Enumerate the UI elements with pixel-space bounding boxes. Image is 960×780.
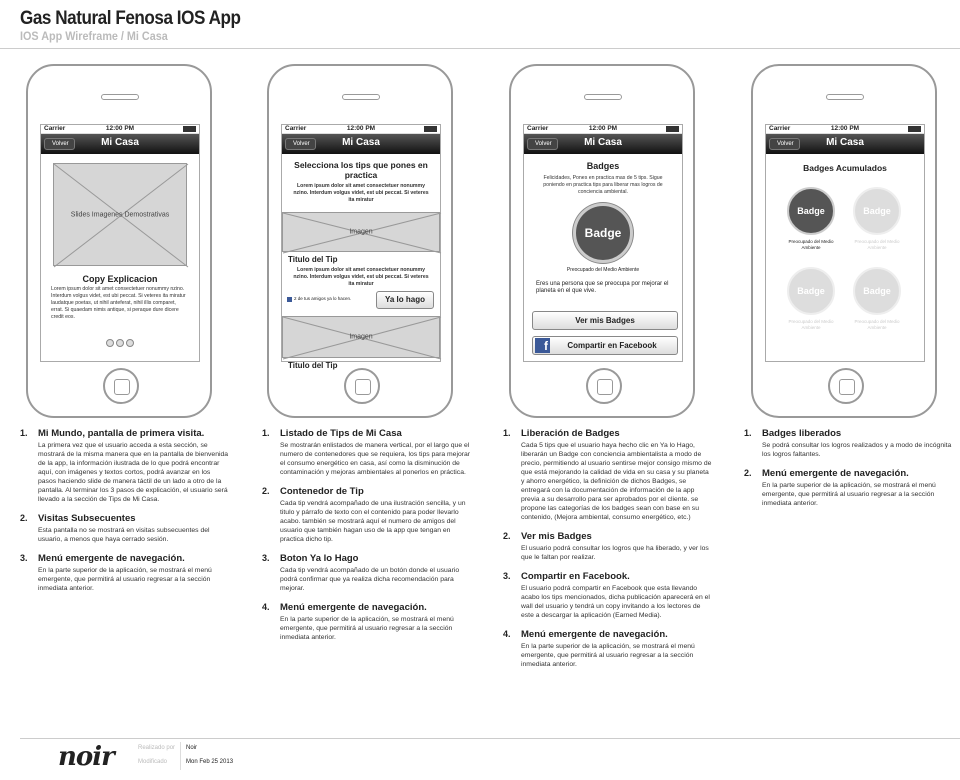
phone-mockup-1 bbox=[26, 64, 212, 418]
carrier: Carrier bbox=[527, 125, 549, 132]
screen-1 bbox=[40, 124, 200, 362]
carrier: Carrier bbox=[285, 125, 307, 132]
note-heading: Menú emergente de navegación. bbox=[762, 468, 909, 479]
note-number: 4. bbox=[262, 602, 270, 612]
back-button[interactable]: Volver bbox=[527, 138, 558, 150]
page-dot[interactable] bbox=[106, 339, 114, 347]
notes-column-2 bbox=[262, 428, 472, 651]
phone-mockup-2 bbox=[267, 64, 453, 418]
badge-description: Eres una persona que se preocupa por mejorar el planeta en el que vive. bbox=[536, 281, 669, 294]
page-dots[interactable] bbox=[41, 334, 199, 352]
tip-title-2: Titulo del Tip bbox=[288, 361, 338, 370]
carrier: Carrier bbox=[769, 125, 791, 132]
note-text: En la parte superior de la aplicación, se mostrará el menú emergente, que permitirá al usuario regresar a la sección inmediata anterior. bbox=[280, 616, 454, 641]
note-number: 3. bbox=[503, 571, 511, 581]
slide-placeholder[interactable] bbox=[53, 163, 187, 266]
facebook-icon bbox=[287, 297, 292, 302]
badge-circle: Badge bbox=[787, 187, 835, 235]
note-number: 3. bbox=[20, 553, 28, 563]
clock: 12:00 PM bbox=[105, 125, 135, 132]
page-subtitle: IOS App Wireframe / Mi Casa bbox=[20, 29, 168, 43]
page-dot[interactable] bbox=[116, 339, 124, 347]
footer-divider bbox=[20, 738, 960, 739]
screen-2 bbox=[281, 124, 441, 370]
badge-caption: Preocupado del Medio Ambiente bbox=[854, 239, 900, 250]
note-text: La primera vez que el usuario acceda a esta sección, se mostrará de la misma manera que en la pantalla de bienvenida de la app, la información ilustrada de lo que podrá encontrar aquí, con imágenes y textos cortos, podrá avanzar en los pasos haciendo slide de manera táctil de un lado a otro de la pantalla. Al terminar los 3 pasos de explicación, el usuario será llevado a la sección de Tips de Mi Casa. bbox=[38, 442, 229, 503]
status-bar bbox=[282, 125, 440, 134]
note-text: En la parte superior de la aplicación, se mostrará el menú emergente, que permitirá al usuario regresar a la sección inmediata anterior. bbox=[38, 567, 212, 592]
notes-column-3 bbox=[503, 428, 713, 678]
tips-heading: Selecciona los tips que pones en practica bbox=[294, 160, 428, 180]
tip-body: Lorem ipsum dolor sit amet consectetuer nonummy nzino. Interdum volgus videt, est ubi peccat. Si veteres ita miratur bbox=[293, 267, 429, 287]
facebook-icon: f bbox=[535, 338, 550, 353]
screen-4 bbox=[765, 124, 925, 362]
badge-item-locked bbox=[852, 187, 902, 251]
note-text: Cada tip vendrá acompañado de una ilustración sencilla, y un titulo y párrafo de texto con el contenido para poder llevarlo acabo. también se mostrará aquí el numero de amigos del usuario que también hagan uso de la app que tengan en practica dicho tip. bbox=[280, 500, 466, 543]
speaker bbox=[584, 94, 622, 100]
nav-title: Mi Casa bbox=[101, 137, 139, 148]
note-item bbox=[503, 571, 713, 620]
footer-separator bbox=[180, 742, 181, 770]
status-bar bbox=[41, 125, 199, 134]
clock: 12:00 PM bbox=[588, 125, 618, 132]
badge-grid bbox=[766, 173, 924, 363]
home-button[interactable] bbox=[828, 368, 864, 404]
battery-icon bbox=[424, 126, 437, 132]
nav-bar bbox=[766, 134, 924, 154]
clock: 12:00 PM bbox=[346, 125, 376, 132]
badge-item-locked bbox=[852, 267, 902, 331]
badge-item-locked bbox=[786, 267, 836, 331]
note-text: Cada 5 tips que el usuario haya hecho clic en Ya lo Hago, liberarán un Badge con conciencia ambientalista a modo de precio, permitiendo al usuario sentirse mejor consigo mismo de que está mejorando la calidad de vida en su casa y su planeta y ahorro energético, la definición de dichos Badges, se entregará con la documentación de información de la app previa a su desarrollo para ser aprobados por el cliente. se propone las categorías de los badges sean con base en su contenido, (Mejora ambiental, consumo energético, etc.) bbox=[521, 442, 712, 521]
note-text: Cada tip vendrá acompañado de un botón donde el usuario podrá confirmar que ya realiza dicha recomendación para mejorar. bbox=[280, 567, 460, 592]
tip-actions bbox=[282, 291, 440, 311]
home-button[interactable] bbox=[103, 368, 139, 404]
nav-bar bbox=[41, 134, 199, 154]
badge-earned[interactable]: Badge bbox=[573, 203, 633, 263]
note-item bbox=[503, 629, 713, 669]
made-by-value: Noir bbox=[186, 745, 198, 751]
note-heading: Badges liberados bbox=[762, 428, 842, 439]
tip-image bbox=[282, 212, 440, 252]
note-text: En la parte superior de la aplicación, se mostrará el menú emergente, que permitirá al usuario regresar a la sección inmediata anterior. bbox=[762, 482, 936, 507]
note-number: 1. bbox=[262, 428, 270, 438]
status-bar bbox=[766, 125, 924, 134]
screen-3 bbox=[523, 124, 683, 362]
facebook-button-label: Compartir en Facebook bbox=[567, 341, 657, 350]
page-dot[interactable] bbox=[126, 339, 134, 347]
made-by-label: Realizado por bbox=[138, 745, 176, 751]
note-number: 1. bbox=[20, 428, 28, 438]
noir-logo: noir bbox=[58, 742, 114, 772]
tip-title: Titulo del Tip bbox=[288, 255, 338, 264]
note-item bbox=[262, 553, 472, 593]
note-number: 2. bbox=[20, 513, 28, 523]
note-heading: Contenedor de Tip bbox=[280, 486, 364, 497]
badge-caption: Preocupado del Medio Ambiente bbox=[788, 239, 834, 250]
note-heading: Mi Mundo, pantalla de primera visita. bbox=[38, 428, 205, 439]
badge-item[interactable] bbox=[786, 187, 836, 251]
nav-bar bbox=[524, 134, 682, 154]
badge-caption: Preocupado del Medio Ambiente bbox=[566, 267, 640, 273]
status-bar bbox=[524, 125, 682, 134]
note-text: Se mostrarán enlistados de manera vertical, por el largo que el numero de contenedores que se requiera, los tips para mejorar el consumo energético en casa, así como la disminución de contaminación y mejoras ambientales al ponerlos en práctica. bbox=[280, 442, 471, 476]
divider bbox=[0, 48, 960, 49]
phone-mockup-3 bbox=[509, 64, 695, 418]
nav-title: Mi Casa bbox=[826, 137, 864, 148]
phone-mockup-4 bbox=[751, 64, 937, 418]
carrier: Carrier bbox=[44, 125, 66, 132]
note-text: El usuario podrá compartir en Facebook que esta llevando acabo los tips mencionados, dicha publicación aparecerá en el wall del usuario y tendrá un copy invitando a los lectores de este a descargar la aplicación (Earned Media). bbox=[521, 585, 710, 619]
note-number: 2. bbox=[262, 486, 270, 496]
note-item bbox=[262, 486, 472, 544]
note-item bbox=[744, 428, 954, 459]
note-heading: Menú emergente de navegación. bbox=[38, 553, 185, 564]
badge-caption: Preocupado del Medio Ambiente bbox=[854, 319, 900, 330]
nav-title: Mi Casa bbox=[342, 137, 380, 148]
ya-lo-hago-button[interactable]: Ya lo hago bbox=[376, 291, 434, 309]
back-button[interactable]: Volver bbox=[769, 138, 800, 150]
notes-column-1 bbox=[20, 428, 230, 602]
note-heading: Compartir en Facebook. bbox=[521, 571, 630, 582]
note-heading: Listado de Tips de Mi Casa bbox=[280, 428, 402, 439]
nav-title: Mi Casa bbox=[584, 137, 622, 148]
note-text: Esta pantalla no se mostrará en visitas subsecuentes del usuario, a menos que haya cerrado sesión. bbox=[38, 527, 210, 543]
note-number: 1. bbox=[503, 428, 511, 438]
badges-heading: Badges bbox=[586, 161, 620, 171]
note-item bbox=[744, 468, 954, 508]
image-label: Imagen bbox=[349, 333, 373, 341]
battery-icon bbox=[183, 126, 196, 132]
speaker bbox=[826, 94, 864, 100]
note-item bbox=[503, 428, 713, 522]
badge-circle: Badge bbox=[853, 187, 901, 235]
badge-caption: Preocupado del Medio Ambiente bbox=[788, 319, 834, 330]
modified-value: Mon Feb 25 2013 bbox=[186, 759, 234, 765]
note-heading: Ver mis Badges bbox=[521, 531, 592, 542]
ver-mis-badges-button[interactable]: Ver mis Badges bbox=[532, 311, 678, 330]
note-number: 4. bbox=[503, 629, 511, 639]
badge-circle: Badge bbox=[853, 267, 901, 315]
note-heading: Menú emergente de navegación. bbox=[280, 602, 427, 613]
back-button[interactable]: Volver bbox=[44, 138, 75, 150]
clock: 12:00 PM bbox=[830, 125, 860, 132]
modified-label: Modificado bbox=[138, 759, 168, 765]
note-item bbox=[262, 602, 472, 642]
note-text: En la parte superior de la aplicación, se mostrará el menú emergente, que permitirá al usuario regresar a la sección inmediata anterior. bbox=[521, 643, 695, 668]
note-item bbox=[20, 553, 230, 593]
note-number: 2. bbox=[744, 468, 752, 478]
note-item bbox=[20, 428, 230, 504]
speaker bbox=[342, 94, 380, 100]
battery-icon bbox=[666, 126, 679, 132]
copy-heading: Copy Explicacion bbox=[82, 274, 158, 284]
home-button[interactable] bbox=[586, 368, 622, 404]
slide-label: Slides Imagenes Demostrativas bbox=[70, 211, 170, 218]
note-number: 2. bbox=[503, 531, 511, 541]
copy-body: Lorem ipsum dolor sit amet consectetuer nonummy nzino. Interdum volgus videt, est ubi peccat. Si veteres ita miratur laudatque poetas, ut nihil anteferat, nihil illis comparet, errat. Si quaedam nimis antique, si peraque dure dicere credit eos. bbox=[51, 286, 186, 320]
friends-count: 2 de tus amigos ya lo hacen. bbox=[294, 296, 352, 301]
compartir-facebook-button[interactable] bbox=[532, 336, 678, 355]
back-button[interactable]: Volver bbox=[285, 138, 316, 150]
note-heading: Liberación de Badges bbox=[521, 428, 620, 439]
note-number: 1. bbox=[744, 428, 752, 438]
note-number: 3. bbox=[262, 553, 270, 563]
home-button[interactable] bbox=[344, 368, 380, 404]
badges-intro: Felicidades, Pones en practica mas de 5 tips. Sigue poniendo en practica tips para liberar mas logros de conciencia ambiental. bbox=[543, 175, 663, 195]
nav-bar bbox=[282, 134, 440, 154]
speaker bbox=[101, 94, 139, 100]
note-heading: Boton Ya lo Hago bbox=[280, 553, 359, 564]
badge-circle: Badge bbox=[787, 267, 835, 315]
page-title: Gas Natural Fenosa IOS App bbox=[20, 8, 241, 29]
note-text: Se podrá consultar los logros realizados y a modo de incógnita los logros faltantes. bbox=[762, 442, 952, 458]
tip-image-2 bbox=[282, 316, 440, 358]
badges-acumulados-heading: Badges Acumulados bbox=[803, 163, 887, 173]
note-heading: Menú emergente de navegación. bbox=[521, 629, 668, 640]
note-item bbox=[20, 513, 230, 544]
image-label: Imagen bbox=[349, 228, 373, 236]
note-item bbox=[262, 428, 472, 477]
notes-column-4 bbox=[744, 428, 954, 517]
battery-icon bbox=[908, 126, 921, 132]
tips-intro: Lorem ipsum dolor sit amet consectetuer nonummy nzino. Interdum volgus videt, est ubi peccat. Si veteres ita miratur bbox=[293, 183, 429, 203]
note-item bbox=[503, 531, 713, 562]
note-heading: Visitas Subsecuentes bbox=[38, 513, 136, 524]
note-text: El usuario podrá consultar los logros que ha liberado, y ver los que le faltan por realizar. bbox=[521, 545, 709, 561]
